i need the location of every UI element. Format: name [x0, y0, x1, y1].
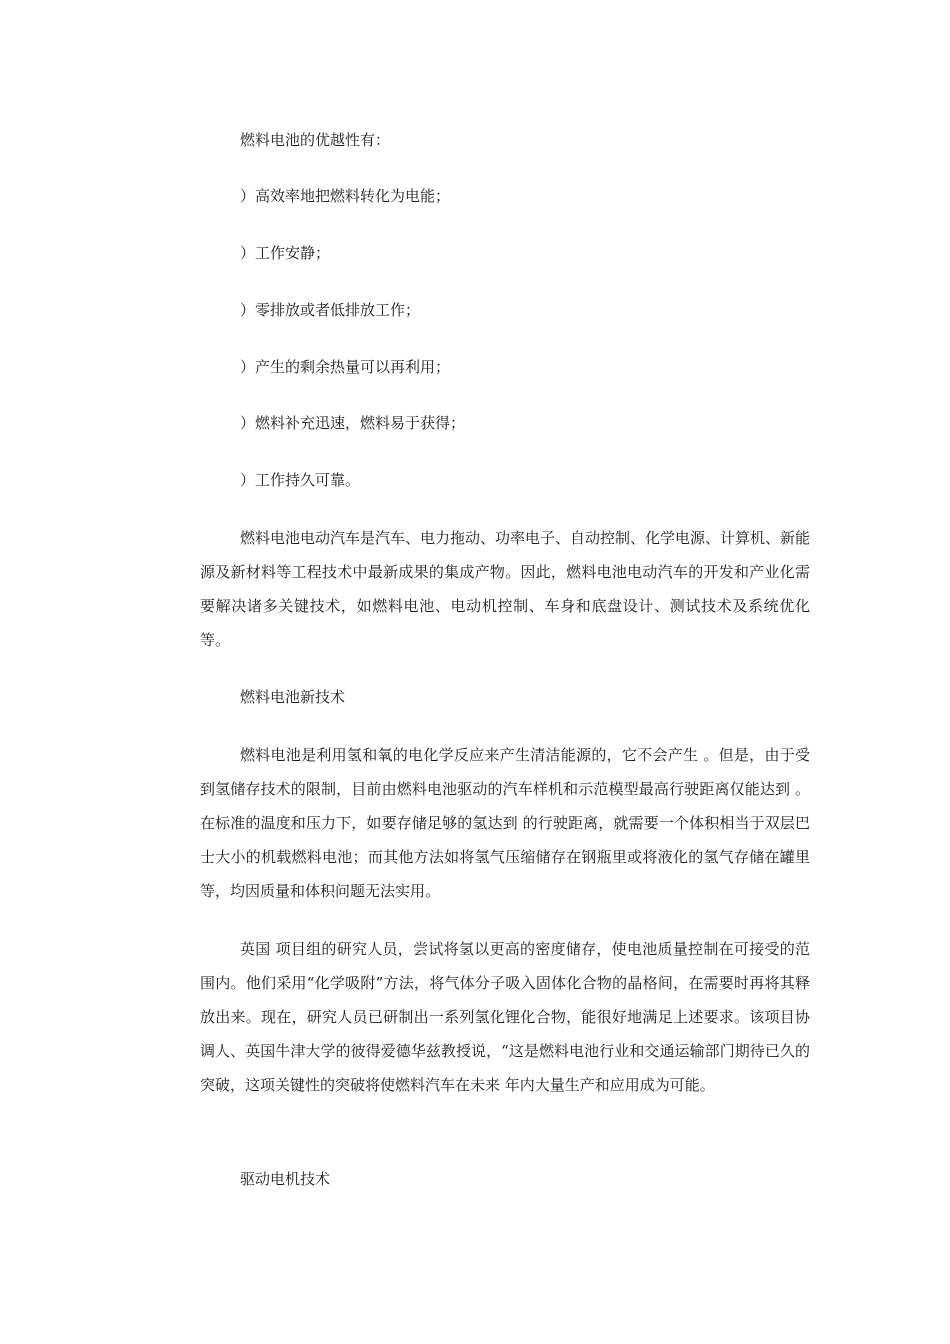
list-item: ）零排放或者低排放工作； [240, 301, 421, 319]
list-item: ）燃料补充迅速，燃料易于获得； [240, 414, 466, 432]
paragraph-research: 英国 项目组的研究人员，尝试将氢以更高的密度储存，使电池质量控制在可接受的范围内。他们采用“化学吸附”方法，将气体分子吸入固体化合物的晶格间，在需要时再将其释放出来。现在，研究人员已研制出一系列氢化锂化合物，能很好地满足上述要求。该项目协调人、英国牛津大学的彼得爱德华兹教授说，“这是燃料电池行业和交通运输部门期待已久的突破，这项关键性的突破将使燃料汽车在未来 年内大量生产和应用成为可能。 [200, 940, 810, 1094]
paragraph-fuel-cell: 燃料电池是利用氢和氧的电化学反应来产生清洁能源的，它不会产生 。但是，由于受到氢储存技术的限制，目前由燃料电池驱动的汽车样机和示范模型最高行驶距离仅能达到 。在标准的温度和压力下，如要存储足够的氢达到 的行驶距离，就需要一个体积相当于双层巴士大小的机载燃料电池；而其他方法如将氢气压缩储存在钢瓶里或将液化的氢气存储在罐里等，均因质量和体积问题无法实用。 [200, 746, 810, 900]
list-item: ）高效率地把燃料转化为电能； [240, 187, 451, 205]
list-item: ）产生的剩余热量可以再利用； [240, 358, 451, 376]
section-heading: 燃料电池新技术 [240, 688, 346, 706]
intro-line: 燃料电池的优越性有： [240, 131, 391, 149]
list-item: ）工作持久可靠。 [240, 471, 361, 489]
section-heading: 驱动电机技术 [240, 1170, 331, 1188]
list-item: ）工作安静； [240, 244, 331, 262]
paragraph-overview: 燃料电池电动汽车是汽车、电力拖动、功率电子、自动控制、化学电源、计算机、新能源及新材料等工程技术中最新成果的集成产物。因此，燃料电池电动汽车的开发和产业化需要解决诸多关键技术，如燃料电池、电动机控制、车身和底盘设计、测试技术及系统优化等。 [200, 529, 811, 649]
